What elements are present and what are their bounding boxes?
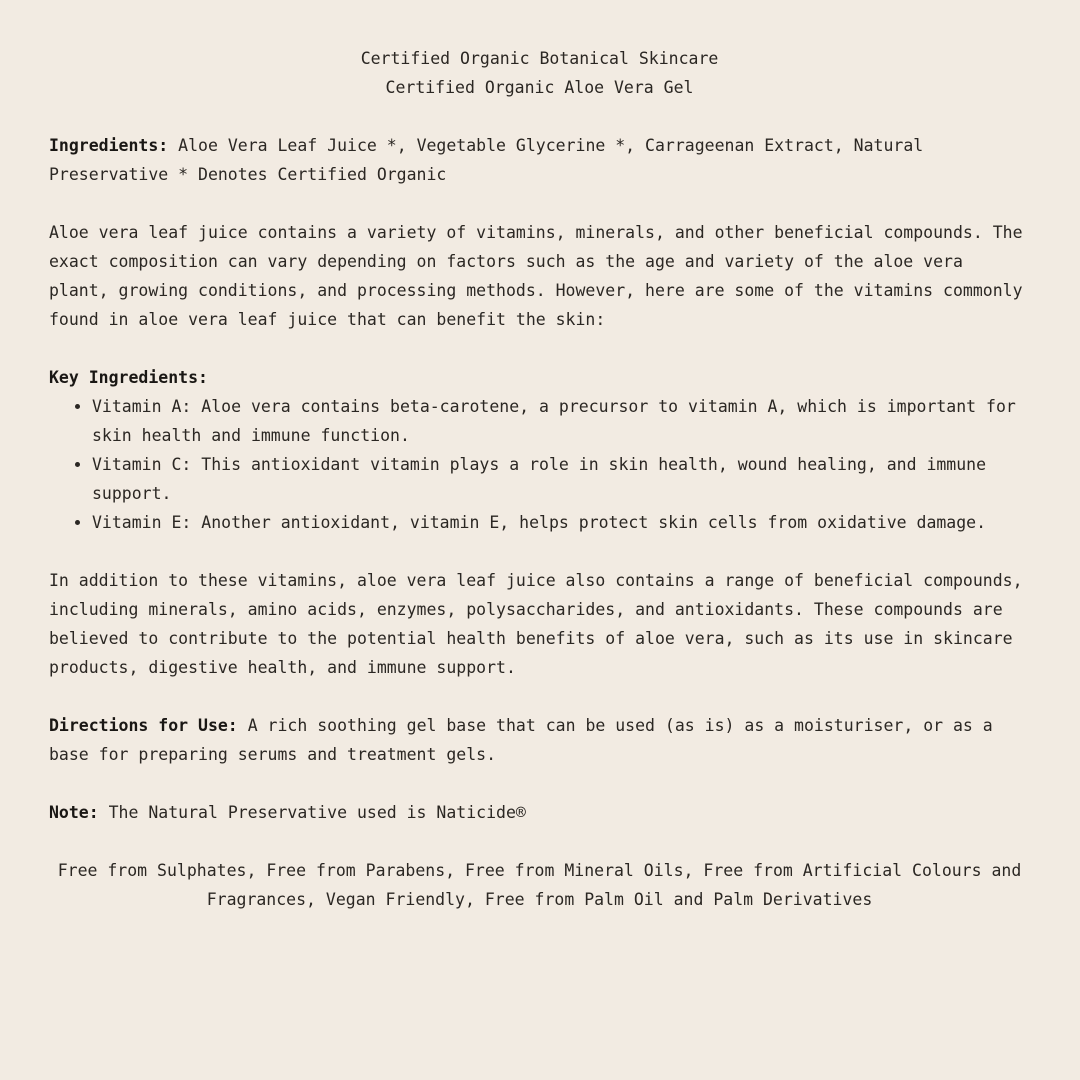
ingredients-text: Aloe Vera Leaf Juice *, Vegetable Glycerine *, Carrageenan Extract, Natural Preservative * Denotes Certified Organic [49,136,924,184]
directions-label: Directions for Use: [49,716,238,735]
addition-paragraph: In addition to these vitamins, aloe vera leaf juice also contains a range of beneficial compounds, including minerals, amino acids, enzymes, polysaccharides, and antioxidants. These compounds are believed to contribute to the potential health benefits of aloe vera, such as its use in skincare products, digestive health, and immune support. [49,571,1023,677]
note-text: The Natural Preservative used is Naticide® [108,803,526,822]
note-label: Note: [49,803,99,822]
directions-section [49,711,1030,769]
brand-title: Certified Organic Botanical Skincare [360,49,719,68]
ingredients-section [49,131,1030,189]
key-ingredients-list [49,392,1030,537]
list-item: • Vitamin E: Another antioxidant, vitamin E, helps protect skin cells from oxidative damage. [92,508,1030,537]
intro-paragraph: Aloe vera leaf juice contains a variety of vitamins, minerals, and other beneficial compounds. The exact composition can vary depending on factors such as the age and variety of the aloe vera plant, growing conditions, and processing methods. However, here are some of the vitamins commonly found in aloe vera leaf juice that can benefit the skin: [49,223,1023,329]
list-item: • Vitamin C: This antioxidant vitamin plays a role in skin health, wound healing, and immune support. [92,450,1030,508]
note-section [49,798,1030,827]
ingredients-label: Ingredients: [49,136,169,155]
free-from-statement: Free from Sulphates, Free from Parabens, Free from Mineral Oils, Free from Artificial Colours and Fragrances, Vegan Friendly, Free from Palm Oil and Palm Derivatives [57,861,1022,909]
product-title: Certified Organic Aloe Vera Gel [385,78,694,97]
key-ingredients-label: Key Ingredients: [49,368,208,387]
key-ingredients-section [49,363,1030,537]
list-item: • Vitamin A: Aloe vera contains beta-carotene, a precursor to vitamin A, which is important for skin health and immune function. [92,392,1030,450]
header [49,44,1030,102]
directions-text: A rich soothing gel base that can be used (as is) as a moisturiser, or as a base for preparing serums and treatment gels. [49,716,993,764]
